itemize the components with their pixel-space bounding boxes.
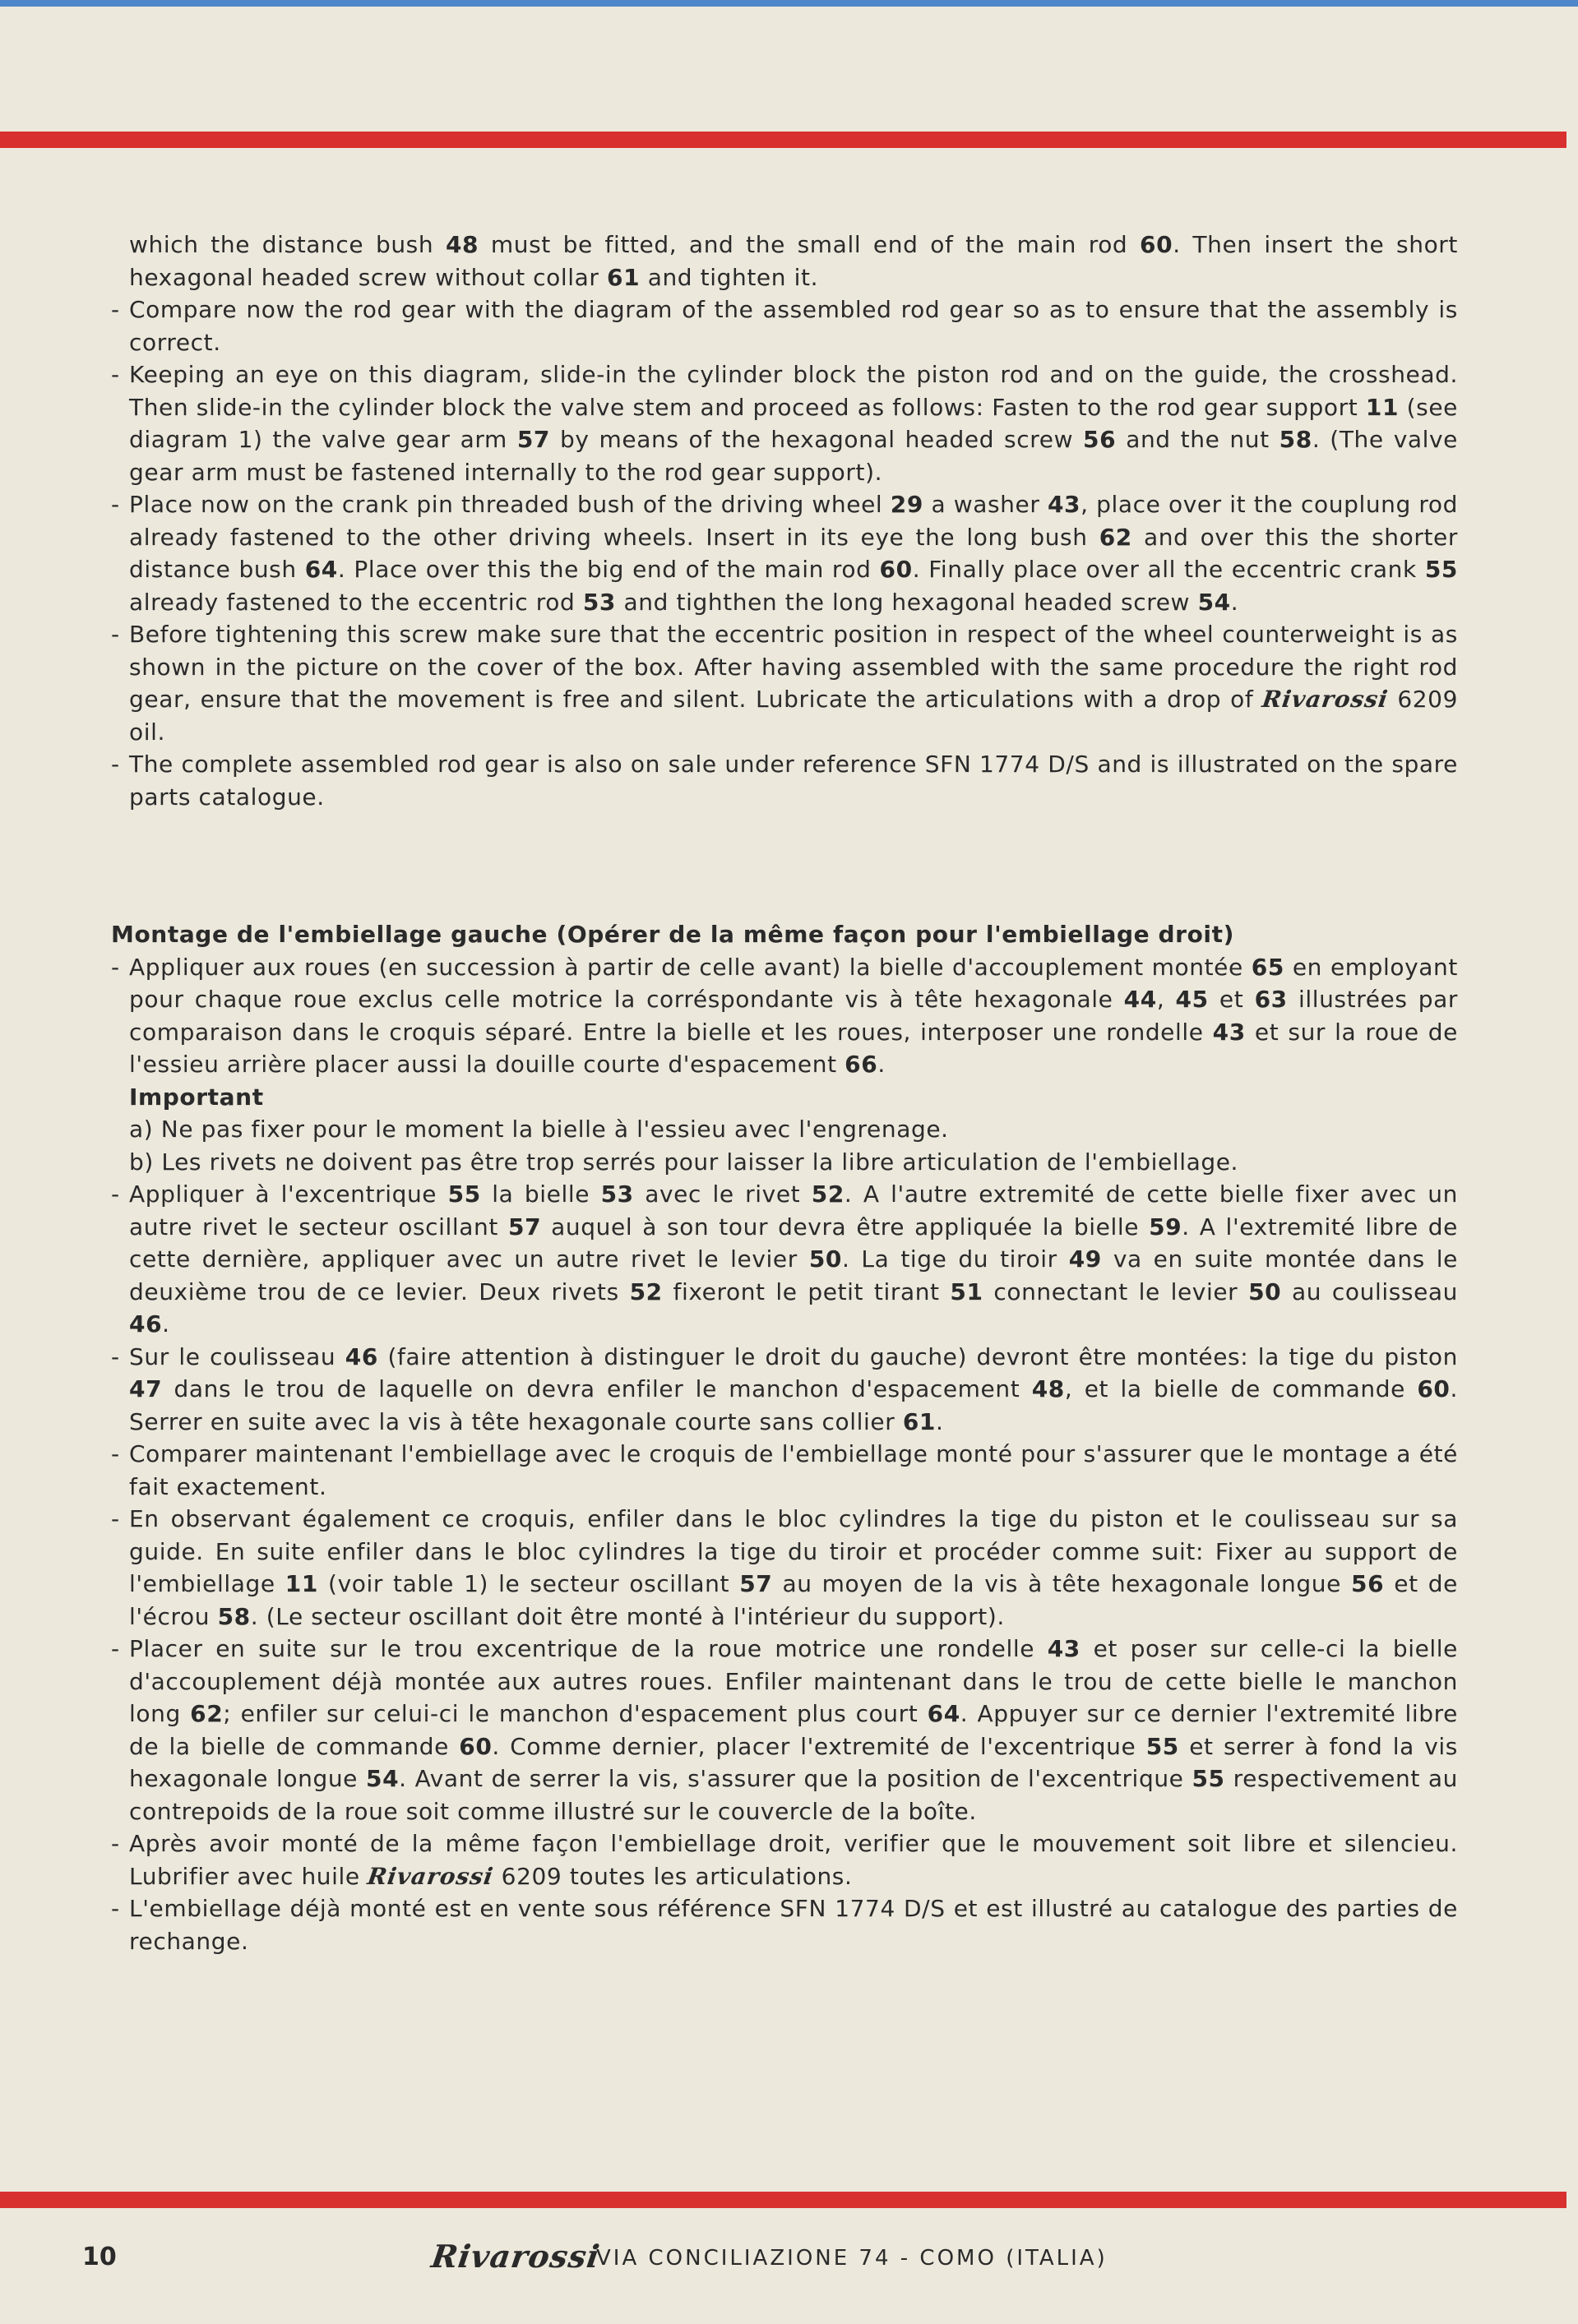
text-run: by means of the hexagonal headed screw bbox=[550, 426, 1084, 453]
text-run: Before tightening this screw make sure that the eccentric position in respect of the wheel counterweight is as shown in the picture on the cover of the box. After having assembled with the same procedure the right rod gear, ensure that the movement is free and silent. Lubricate the articulations with a drop of bbox=[129, 621, 1458, 713]
part-number: 61 bbox=[902, 1407, 937, 1435]
bullet-dash: - bbox=[111, 1440, 120, 1467]
part-number: 61 bbox=[607, 263, 641, 291]
part-number: 11 bbox=[285, 1570, 318, 1597]
text-run: la bielle bbox=[480, 1180, 601, 1208]
part-number: 48 bbox=[1031, 1375, 1065, 1402]
part-number: 55 bbox=[1424, 556, 1458, 583]
text-run: which the distance bush bbox=[129, 231, 446, 258]
text-run: The complete assembled rod gear is also on sale under reference SFN 1774 D/S and is illustrated on the spare parts catalogue. bbox=[129, 751, 1458, 811]
bullet-dash: - bbox=[111, 953, 120, 981]
bullet-dash: - bbox=[111, 491, 120, 518]
top-red-rule bbox=[0, 132, 1566, 148]
part-number: 43 bbox=[1047, 1635, 1081, 1662]
page-content bbox=[111, 229, 1458, 1957]
text-run: , et la bielle de commande bbox=[1064, 1375, 1418, 1402]
french-instructions bbox=[111, 1178, 1458, 1957]
part-number: 57 bbox=[739, 1570, 773, 1597]
company-address: VIA CONCILIAZIONE 74 - COMO (ITALIA) bbox=[596, 2246, 1108, 2271]
text-run: . bbox=[1230, 588, 1239, 616]
instruction-paragraph bbox=[111, 1827, 1458, 1892]
instruction-paragraph bbox=[111, 488, 1458, 618]
text-run: , bbox=[1156, 986, 1176, 1013]
part-number: 29 bbox=[890, 491, 923, 518]
bullet-dash: - bbox=[111, 1830, 120, 1857]
bullet-dash: - bbox=[111, 751, 120, 778]
bullet-dash: - bbox=[111, 1505, 120, 1532]
part-number: 54 bbox=[365, 1765, 400, 1792]
text-run: and tighthen the long hexagonal headed screw bbox=[616, 588, 1198, 616]
text-run: Sur le coulisseau bbox=[129, 1342, 345, 1370]
part-number: 45 bbox=[1175, 986, 1209, 1013]
page-footer bbox=[82, 2238, 1480, 2292]
instruction-paragraph bbox=[111, 1503, 1458, 1633]
bottom-red-rule bbox=[0, 2192, 1566, 2208]
part-number: 65 bbox=[1251, 953, 1284, 981]
part-number: 55 bbox=[1145, 1732, 1179, 1760]
text-run: . A l'autre extremité de cette bielle fixer avec un autre rivet le secteur oscillant bbox=[129, 1180, 1459, 1241]
brand-logo-inline: Rivarossi bbox=[365, 1862, 496, 1890]
text-run: au moyen de la vis à tête hexagonale longue bbox=[772, 1570, 1352, 1597]
part-number: 58 bbox=[217, 1602, 251, 1630]
brand-logo-inline: Rivarossi bbox=[1261, 686, 1391, 713]
part-number: 55 bbox=[447, 1180, 481, 1208]
part-number: 57 bbox=[507, 1213, 542, 1241]
text-run: and tighten it. bbox=[640, 263, 819, 291]
text-run: connectant le levier bbox=[983, 1278, 1249, 1305]
instruction-paragraph bbox=[111, 748, 1458, 813]
instruction-paragraph bbox=[111, 1178, 1458, 1341]
text-run: Place now on the crank pin threaded bush of the driving wheel bbox=[129, 491, 891, 518]
text-run: Compare now the rod gear with the diagram of the assembled rod gear so as to ensure that the assembly is correct. bbox=[129, 296, 1458, 356]
text-run: avec le rivet bbox=[633, 1180, 812, 1208]
part-number: 52 bbox=[811, 1180, 845, 1208]
part-number: 44 bbox=[1123, 986, 1157, 1013]
important-label: Important bbox=[129, 1083, 264, 1111]
brand-logo: Rivarossi bbox=[428, 2238, 603, 2275]
text-run: and over this the shorter distance bush bbox=[129, 523, 1458, 583]
text-run: et sur la roue de l'essieu arrière placer aussi la douille courte d'espacement bbox=[129, 1018, 1458, 1078]
part-number: 43 bbox=[1047, 491, 1081, 518]
part-number: 56 bbox=[1083, 426, 1117, 453]
text-run: auquel à son tour devra être appliquée la bielle bbox=[541, 1213, 1150, 1241]
text-run: en employant pour chaque roue exclus celle motrice la corréspondante vis à tête hexagonale bbox=[129, 953, 1458, 1013]
text-run: fixeront le petit tirant bbox=[662, 1278, 951, 1305]
text-run: . Avant de serrer la vis, s'assurer que la position de l'excentrique bbox=[399, 1765, 1192, 1792]
part-number: 62 bbox=[190, 1700, 224, 1727]
part-number: 60 bbox=[1140, 231, 1173, 258]
instruction-paragraph bbox=[111, 1438, 1458, 1503]
text-run: va en suite montée dans le deuxième trou de ce levier. Deux rivets bbox=[129, 1245, 1458, 1305]
text-run: Appliquer aux roues (en succession à partir de celle avant) la bielle d'accouplement montée bbox=[129, 953, 1252, 981]
text-run: . Then insert the short hexagonal headed screw without collar bbox=[129, 231, 1458, 291]
part-number: 57 bbox=[516, 426, 551, 453]
text-run: . (Le secteur oscillant doit être monté à l'intérieur du support). bbox=[250, 1602, 1005, 1630]
french-section-heading: Montage de l'embiellage gauche (Opérer de la même façon pour l'embiellage droit) bbox=[111, 921, 1235, 948]
instruction-paragraph bbox=[111, 1633, 1458, 1827]
part-number: 60 bbox=[1417, 1375, 1451, 1402]
text-run: , place over it the couplung rod already fastened to the other driving wheels. Insert in its eye the long bush bbox=[129, 491, 1459, 551]
text-run: L'embiellage déjà monté est en vente sous référence SFN 1774 D/S et est illustré au catalogue des parties de rechange. bbox=[129, 1895, 1458, 1955]
text-run: Appliquer à l'excentrique bbox=[129, 1180, 448, 1208]
text-run: . Finally place over all the eccentric crank bbox=[912, 556, 1425, 583]
important-note: a) Ne pas fixer pour le moment la bielle à l'essieu avec l'engrenage. bbox=[129, 1116, 949, 1143]
part-number: 63 bbox=[1254, 986, 1288, 1013]
instruction-paragraph bbox=[111, 293, 1458, 358]
part-number: 47 bbox=[129, 1375, 163, 1402]
part-number: 58 bbox=[1279, 426, 1312, 453]
instruction-paragraph bbox=[111, 951, 1458, 1081]
text-run: et poser sur celle-ci la bielle d'accouplement déjà montée aux autres roues. Enfiler maintenant dans le trou de cette bielle le manchon long bbox=[129, 1635, 1458, 1727]
text-run: . Appuyer sur ce dernier l'extremité libre de la bielle de commande bbox=[129, 1700, 1458, 1760]
text-run: . bbox=[936, 1407, 944, 1435]
text-run: (voir table 1) le secteur oscillant bbox=[317, 1570, 740, 1597]
text-run: respectivement au contrepoids de la roue soit comme illustré sur le couvercle de la boîte. bbox=[129, 1765, 1458, 1825]
instruction-paragraph bbox=[111, 1892, 1458, 1957]
part-number: 50 bbox=[808, 1245, 842, 1273]
part-number: 53 bbox=[582, 588, 617, 616]
part-number: 50 bbox=[1248, 1278, 1282, 1305]
text-run: . La tige du tiroir bbox=[841, 1245, 1069, 1273]
text-run: (see diagram 1) the valve gear arm bbox=[129, 393, 1458, 453]
instruction-paragraph bbox=[111, 229, 1458, 293]
part-number: 48 bbox=[445, 231, 479, 258]
important-note: b) Les rivets ne doivent pas être trop serrés pour laisser la libre articulation de l'embiellage. bbox=[129, 1148, 1239, 1176]
part-number: 43 bbox=[1212, 1018, 1246, 1046]
part-number: 54 bbox=[1197, 588, 1231, 616]
text-run: Keeping an eye on this diagram, slide-in the cylinder block the piston rod and on the guide, the crosshead. Then slide-in the cylinder block the valve stem and proceed as follows: Fasten to the rod gear support bbox=[129, 361, 1458, 421]
bullet-dash: - bbox=[111, 1180, 120, 1208]
text-run: ; enfiler sur celui-ci le manchon d'espacement plus court bbox=[223, 1700, 928, 1727]
bullet-dash: - bbox=[111, 1635, 120, 1662]
top-edge-line bbox=[0, 0, 1578, 7]
text-run: au coulisseau bbox=[1281, 1278, 1459, 1305]
text-run: dans le trou de laquelle on devra enfiler le manchon d'espacement bbox=[162, 1375, 1032, 1402]
part-number: 56 bbox=[1351, 1570, 1385, 1597]
instruction-paragraph bbox=[111, 358, 1458, 488]
text-run: . (The valve gear arm must be fastened internally to the rod gear support). bbox=[129, 426, 1458, 486]
text-run: et de l'écrou bbox=[129, 1570, 1458, 1630]
text-run: (faire attention à distinguer le droit du gauche) devront être montées: la tige du piston bbox=[377, 1342, 1458, 1370]
bullet-dash: - bbox=[111, 1895, 120, 1922]
part-number: 55 bbox=[1192, 1765, 1225, 1792]
part-number: 66 bbox=[845, 1051, 878, 1078]
text-run: Comparer maintenant l'embiellage avec le croquis de l'embiellage monté pour s'assurer que le montage a été fait exactement. bbox=[129, 1440, 1458, 1500]
text-run: 6209 oil. bbox=[129, 686, 1458, 746]
bullet-dash: - bbox=[111, 621, 120, 648]
part-number: 52 bbox=[629, 1278, 663, 1305]
text-run: 6209 toutes les articulations. bbox=[493, 1862, 853, 1890]
text-run: En observant également ce croquis, enfiler dans le bloc cylindres la tige du piston et le coulisseau sur sa guide. En suite enfiler dans le bloc cylindres la tige du tiroir et procéder comme suit: Fixer au support de l'embiellage bbox=[129, 1505, 1458, 1597]
bullet-dash: - bbox=[111, 361, 120, 388]
instruction-paragraph bbox=[111, 1341, 1458, 1439]
text-run: . Place over this the big end of the main rod bbox=[337, 556, 880, 583]
part-number: 49 bbox=[1068, 1245, 1102, 1273]
bullet-dash: - bbox=[111, 1342, 120, 1370]
text-run: . bbox=[162, 1310, 170, 1338]
part-number: 11 bbox=[1365, 393, 1400, 421]
text-run: . bbox=[877, 1051, 886, 1078]
part-number: 46 bbox=[345, 1342, 378, 1370]
text-run: Placer en suite sur le trou excentrique de la roue motrice une rondelle bbox=[129, 1635, 1048, 1662]
text-run: et serrer à fond la vis hexagonale longue bbox=[129, 1732, 1458, 1792]
text-run: illustrées par comparaison dans le croquis séparé. Entre la bielle et les roues, interposer une rondelle bbox=[129, 986, 1458, 1046]
text-run: already fastened to the eccentric rod bbox=[129, 588, 583, 616]
text-run: . A l'extremité libre de cette dernière, appliquer avec un autre rivet le levier bbox=[129, 1213, 1458, 1273]
page-number: 10 bbox=[82, 2243, 117, 2271]
text-run: Après avoir monté de la même façon l'embiellage droit, verifier que le mouvement soit libre et silencieu. Lubrifier avec huile bbox=[129, 1830, 1458, 1890]
part-number: 64 bbox=[927, 1700, 960, 1727]
part-number: 59 bbox=[1149, 1213, 1182, 1241]
text-run: a washer bbox=[923, 491, 1048, 518]
part-number: 51 bbox=[950, 1278, 983, 1305]
text-run: . Serrer en suite avec la vis à tête hexagonale courte sans collier bbox=[129, 1375, 1458, 1435]
text-run: et bbox=[1208, 986, 1255, 1013]
instruction-paragraph bbox=[111, 618, 1458, 748]
text-run: must be fitted, and the small end of the main rod bbox=[479, 231, 1141, 258]
french-instructions-intro bbox=[111, 951, 1458, 1081]
part-number: 64 bbox=[304, 556, 338, 583]
part-number: 60 bbox=[459, 1732, 493, 1760]
part-number: 62 bbox=[1099, 523, 1132, 551]
english-instructions bbox=[111, 229, 1458, 813]
part-number: 53 bbox=[600, 1180, 634, 1208]
part-number: 46 bbox=[129, 1310, 163, 1338]
text-run: and the nut bbox=[1116, 426, 1280, 453]
text-run: . Comme dernier, placer l'extremité de l'excentrique bbox=[492, 1732, 1146, 1760]
bullet-dash: - bbox=[111, 296, 120, 323]
part-number: 60 bbox=[879, 556, 913, 583]
